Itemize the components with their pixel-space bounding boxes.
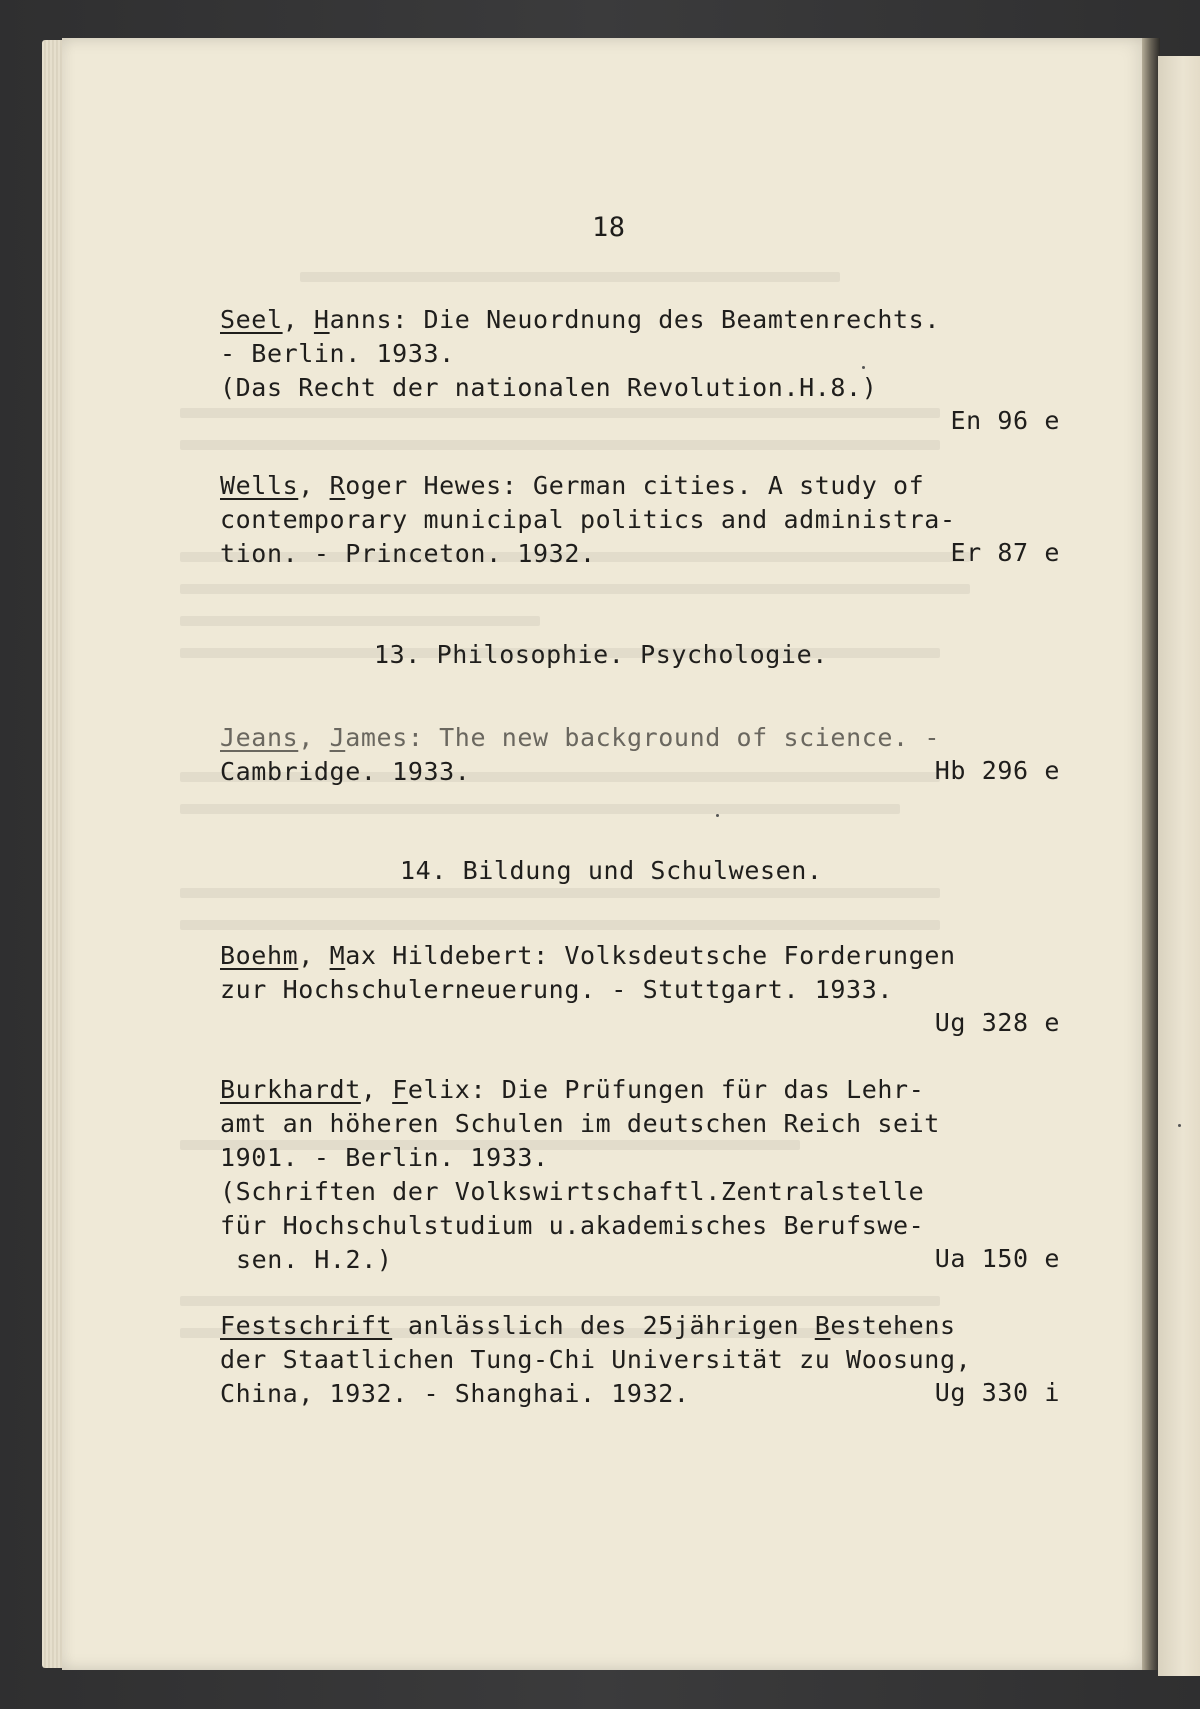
title-emphasis-rest: estehens [830,1311,956,1340]
entry-festschrift-line-3: China, 1932. - Shanghai. 1932. [220,1379,690,1408]
shelfmark: En 96 e [950,406,1060,435]
entry-text: : German cities. A study of [501,471,925,500]
entry-wells-line-2: contemporary municipal politics and administra- [220,505,956,534]
speck [1178,1124,1181,1127]
entry-text: anlässlich des 25jährigen [392,1311,815,1340]
entry-text: : The new background of science. - [407,723,940,752]
entry-burkhardt-line-5: für Hochschulstudium u.akademisches Berufswe- [220,1211,925,1240]
shelfmark: Ua 150 e [934,1244,1060,1273]
section-heading: 13. Philosophie. Psychologie. [374,640,828,669]
speck [862,366,865,369]
entry-wells-line-3: tion. - Princeton. 1932. [220,539,596,568]
entry-text: : Volksdeutsche Forderungen [533,941,956,970]
author-first-rest: ax Hildebert [345,941,534,970]
entry-wells-line-1: Wells, Roger Hewes: German cities. A study of [220,471,925,500]
shelfmark: Er 87 e [950,538,1060,567]
title-emphasis-initial: B [814,1311,831,1340]
entry-text: : Die Prüfungen für das Lehr- [470,1075,925,1104]
show-through [180,408,940,418]
author-name: Jeans [220,723,299,752]
entry-seel-line-1: Seel, Hanns: Die Neuordnung des Beamtenrechts. [220,305,940,334]
author-first-initial: H [313,305,330,334]
author-first-rest: ames [345,723,408,752]
show-through [180,888,940,898]
speck [716,814,719,817]
show-through [180,584,970,594]
facing-page [1158,56,1200,1676]
show-through [180,616,540,626]
author-first-rest: anns [329,305,393,334]
section-heading: 14. Bildung und Schulwesen. [400,856,823,885]
entry-jeans-line-1: Jeans, James: The new background of science. - [220,723,940,752]
author-first-initial: F [392,1075,408,1104]
entry-boehm-line-2: zur Hochschulerneuerung. - Stuttgart. 1933. [220,975,894,1004]
entry-seel-line-3: (Das Recht der nationalen Revolution.H.8.) [220,373,878,402]
title-keyword: Festschrift [220,1311,393,1340]
author-name: Wells [220,471,299,500]
author-first-initial: M [329,941,346,970]
entry-jeans-line-2: Cambridge. 1933. [220,757,471,786]
show-through [300,272,840,282]
entry-burkhardt-line-2: amt an höheren Schulen im deutschen Reich seit [220,1109,940,1138]
shelfmark: Ug 328 e [934,1008,1060,1037]
entry-festschrift-line-2: der Staatlichen Tung-Chi Universität zu Woosung, [220,1345,972,1374]
shelfmark: Hb 296 e [934,756,1060,785]
author-first-initial: R [329,471,346,500]
book-page [62,38,1152,1670]
entry-burkhardt-line-3: 1901. - Berlin. 1933. [220,1143,549,1172]
entry-festschrift-line-1 [220,1310,956,1342]
author-name: Seel [220,305,283,334]
entry-burkhardt-line-1: Burkhardt, Felix: Die Prüfungen für das Lehr- [220,1075,925,1104]
entry-seel-line-2: - Berlin. 1933. [220,339,455,368]
entry-boehm-line-1: Boehm, Max Hildebert: Volksdeutsche Forderungen [220,941,956,970]
entry-burkhardt-line-6: sen. H.2.) [236,1245,393,1274]
author-first-rest: oger Hewes [345,471,502,500]
page-number: 18 [592,212,626,243]
entry-burkhardt-line-4: (Schriften der Volkswirtschaftl.Zentralstelle [220,1177,925,1206]
show-through [180,440,940,450]
show-through [180,920,940,930]
author-first-rest: elix [407,1075,471,1104]
show-through [180,1296,940,1306]
author-name: Burkhardt [220,1075,361,1104]
author-name: Boehm [220,941,299,970]
shelfmark: Ug 330 i [934,1378,1060,1407]
author-first-initial: J [329,723,346,752]
entry-text: : Die Neuordnung des Beamtenrechts. [392,305,940,334]
show-through [180,804,900,814]
